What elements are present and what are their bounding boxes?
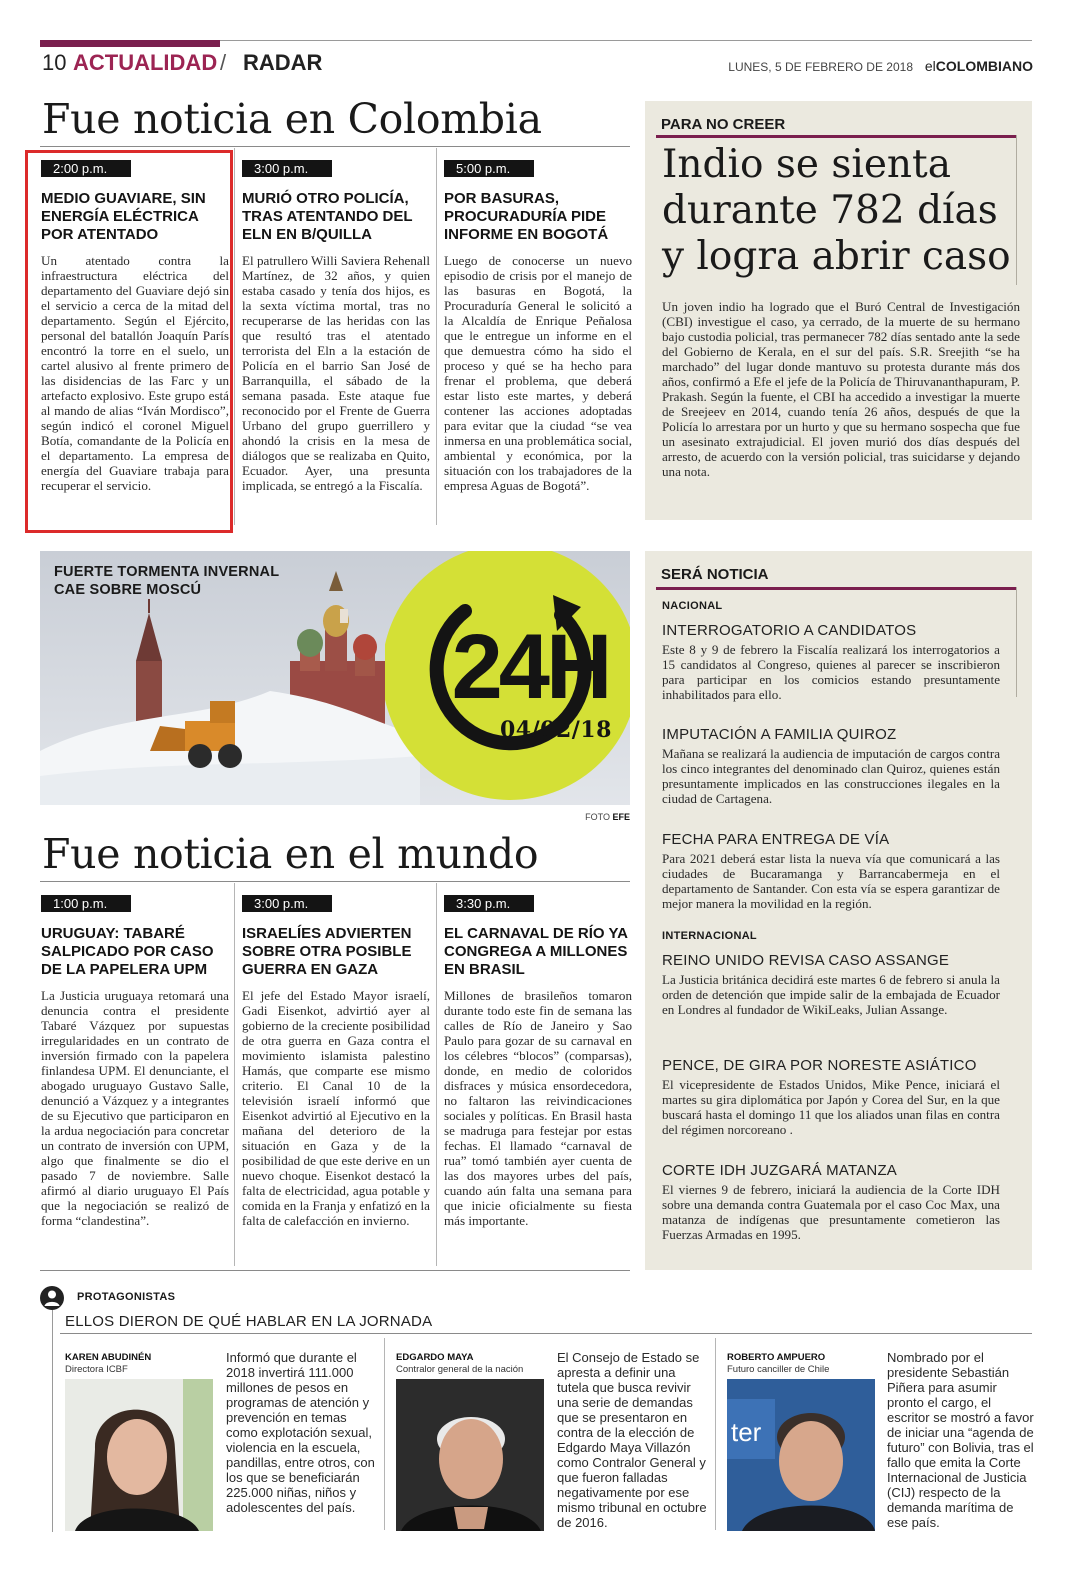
backdrop-text: ter bbox=[731, 1417, 762, 1447]
time-badge: 3:00 p.m. bbox=[242, 895, 332, 912]
brand-prefix: el bbox=[924, 58, 936, 74]
sera-noticia-item bbox=[662, 952, 1000, 1017]
para-no-creer-label: PARA NO CREER bbox=[661, 116, 786, 133]
nacional-label: NACIONAL bbox=[662, 600, 723, 612]
column-divider bbox=[715, 1338, 716, 1530]
protagonist-text: Informó que durante el 2018 invertirá 111.000 millones de pesos en programas de atención y prevención en temas como explotación sexual, violencia en la escuela, pandillas, entre otros, con los que se beneficiarán 225.000 niñas, niños y adolescentes del país. bbox=[226, 1350, 375, 1515]
item-body: Para 2021 deberá estar lista la nueva vía que comunicará a las ciudades de Bucaramanga y Barrancabermeja en el departamento de Santander. Con esta vía se espera garantizar de mejor manera la movilidad en la región. bbox=[662, 851, 1000, 911]
highlight-box bbox=[25, 150, 233, 533]
24h-badge-date: 04/02/18 bbox=[500, 717, 612, 743]
panel-accent-rule bbox=[656, 135, 1016, 138]
column-divider bbox=[234, 148, 235, 525]
mundo-item-1 bbox=[41, 895, 229, 1228]
photo-caption bbox=[54, 563, 279, 599]
item-headline: FECHA PARA ENTREGA DE VÍA bbox=[662, 831, 890, 848]
mundo-rule bbox=[40, 881, 630, 882]
protagonist-photo bbox=[396, 1379, 544, 1531]
issue-date: LUNES, 5 DE FEBRERO DE 2018 bbox=[728, 60, 913, 74]
news-body: Un atentado contra la infraestructura eléctrica del departamento del Guaviare dejó sin el servicio a cerca de la mitad del departamento. Según el Ejército, personal del batallón Joaquín París encontró la torre en el suelo, un cartel alusivo al frente primero de las disidencias de las Farc y un artefacto explosivo. Este grupo está al mando de alias “Iván Mordisco”, según indicó el coronel Miguel Botía, comandante de la Policía en el departamento. La empresa de energía del Guaviare trabaja para recuperar el servicio. bbox=[41, 253, 229, 493]
protagonist-name: KAREN ABUDINÉN bbox=[65, 1352, 152, 1363]
colombia-rule bbox=[40, 146, 630, 147]
protagonist-role: Futuro canciller de Chile bbox=[727, 1364, 830, 1375]
person-icon bbox=[40, 1286, 64, 1310]
item-body: El viernes 9 de febrero, iniciará la audiencia de la Corte IDH sobre una demanda contra Guatemala por el caso Coc Max, una matanza de indígenas que presuntamente cometieron las Fuerzas Armadas en 1995. bbox=[662, 1182, 1000, 1242]
news-body: Luego de conocerse un nuevo episodio de crisis por el manejo de las basuras en Bogotá, la Procuraduría General le solicitó a la Alcaldía de Enrique Peñalosa que le entregue un informe en el que demuestra cómo ha sido el proceso y qué se ha hecho para frenar el problema, que deberá estar listo este martes, y deberá contener las acciones adoptadas para evitar que la ciudad “se vea inmersa en una problemática social, ambiental y económica, por la situación con los trabajadores de la empresa Aguas de Bogotá”. bbox=[444, 253, 632, 493]
item-headline: PENCE, DE GIRA POR NORESTE ASIÁTICO bbox=[662, 1057, 977, 1074]
news-headline: URUGUAY: TABARÉ SALPICADO POR CASO DE LA PAPELERA UPM bbox=[41, 925, 214, 978]
protagonist-text: El Consejo de Estado se apresta a definir una tutela que busca revivir una serie de demandas que se presentaron en contra de la elección de Edgardo Maya Villazón como Contralor General y que fueron falladas negativamente por ese mismo tribunal en octubre de 2016. bbox=[557, 1350, 707, 1530]
column-divider bbox=[436, 148, 437, 525]
mundo-bottom-rule bbox=[40, 1270, 630, 1271]
time-badge: 5:00 p.m. bbox=[444, 160, 534, 177]
credit-name: EFE bbox=[612, 812, 630, 822]
time-badge: 3:00 p.m. bbox=[242, 160, 332, 177]
panel-accent-rule bbox=[656, 587, 1016, 590]
protagonist-name: ROBERTO AMPUERO bbox=[727, 1352, 826, 1363]
news-headline: MURIÓ OTRO POLICÍA, TRAS ATENTANDO DEL ELN EN B/QUILLA bbox=[242, 190, 413, 243]
item-headline: CORTE IDH JUZGARÁ MATANZA bbox=[662, 1162, 898, 1179]
protagonist-role: Directora ICBF bbox=[65, 1364, 128, 1375]
portrait-illustration bbox=[727, 1379, 875, 1531]
news-body: El patrullero Willi Saviera Rehenall Martínez, de 32 años, y quien estaba casado y tenía dos hijos, es la sexta víctima mortal, tras no recuperarse de las heridas con las que resultó tras el atentado terrorista del Eln a la estación de Policía en el barrio San José de Barranquilla, el sábado de la semana pasada. Este ataque fue reconocido por el Frente de Guerra Urbano del grupo guerrillero y ahondó la crisis en la mesa de diálogos que se realizaba en Quito, Ecuador. Ayer, una presunta implicada, se entregó a la Fiscalía. bbox=[242, 253, 430, 493]
protagonistas-rule bbox=[60, 1333, 1032, 1334]
protagonistas-label: PROTAGONISTAS bbox=[77, 1291, 176, 1303]
colombia-item-3 bbox=[444, 160, 632, 493]
brand-name: COLOMBIANO bbox=[935, 58, 1033, 74]
protagonist-photo bbox=[65, 1379, 213, 1531]
sera-noticia-item bbox=[662, 1162, 1000, 1242]
newspaper-brand bbox=[925, 58, 1033, 74]
portrait-illustration bbox=[396, 1379, 544, 1531]
item-body: Este 8 y 9 de febrero la Fiscalía realizará los interrogatorios a 15 candidatos al Congreso, quienes al parecer se inscribieron para participar en los comicios estando presuntamente inhabilitados para ello. bbox=[662, 642, 1000, 702]
news-body: Millones de brasileños tomaron durante todo este fin de semana las calles de Río de Janeiro y Sao Paulo para gozar de su carnaval en los célebres “blocos” (comparsas), donde, en medio de coloridos disfraces y música ensordecedora, no faltaron las reivindicaciones sociales y políticas. En Brasil hasta se madruga para festejar por estas fechas. El llamado “carnaval de rua” tomó también ayer cuenta de las dos mayores urbes del país, cuando aún falta una semana para que inicie oficialmente su fiesta más importante. bbox=[444, 988, 632, 1228]
news-headline: ISRAELÍES ADVIERTEN SOBRE OTRA POSIBLE GUERRA EN GAZA bbox=[242, 925, 412, 978]
protagonistas-side-rule bbox=[52, 1310, 53, 1532]
protagonistas-subtitle: ELLOS DIERON DE QUÉ HABLAR EN LA JORNADA bbox=[65, 1313, 433, 1330]
person-icon-glyph bbox=[40, 1286, 64, 1310]
news-headline: EL CARNAVAL DE RÍO YA CONGREGA A MILLONES EN BRASIL bbox=[444, 925, 628, 978]
credit-prefix: FOTO bbox=[585, 812, 610, 822]
column-divider bbox=[234, 883, 235, 1266]
24h-badge-text: 24H bbox=[451, 616, 609, 718]
item-body: El vicepresidente de Estados Unidos, Mike Pence, iniciará el martes su gira diplomática por Japón y Corea del Sur, en la que buscará hasta el domingo 11 que los aliados unan filas en contra del régimen norcoreano . bbox=[662, 1077, 1000, 1137]
photo-caption-line-2: CAE SOBRE MOSCÚ bbox=[54, 582, 202, 598]
para-no-creer-headline: Indio se sienta durante 782 días y logra abrir caso bbox=[662, 142, 1011, 279]
item-headline: REINO UNIDO REVISA CASO ASSANGE bbox=[662, 952, 950, 969]
sera-noticia-item bbox=[662, 831, 1000, 911]
sera-noticia-item bbox=[662, 726, 1000, 806]
item-headline: INTERROGATORIO A CANDIDATOS bbox=[662, 622, 917, 639]
mundo-item-3 bbox=[444, 895, 632, 1228]
sera-noticia-item bbox=[662, 1057, 1000, 1137]
time-badge: 3:30 p.m. bbox=[444, 895, 534, 912]
portrait-illustration bbox=[65, 1379, 213, 1531]
colombia-item-2 bbox=[242, 160, 430, 493]
colombia-title: Fue noticia en Colombia bbox=[42, 95, 542, 143]
column-divider bbox=[436, 883, 437, 1266]
news-body: La Justicia uruguaya retomará una denuncia contra el presidente Tabaré Vázquez por supuestas irregularidades en un contrato de inversión firmado con la papelera finlandesa UPM. El denunciante, el abogado uruguayo Gustavo Salle, denunció a Vázquez y a integrantes de su Ejecutivo que participaron en la ardua negociación para concretar un contrato de inversión con UPM, algo que finalmente se dio el pasado 7 de noviembre. Salle afirmó al diario uruguayo El País que la negociación se realizó de forma “clandestina”. bbox=[41, 988, 229, 1228]
subsection-name: RADAR bbox=[243, 50, 323, 75]
para-no-creer-body: Un joven indio ha logrado que el Buró Central de Investigación (CBI) investigue el caso, ya cerrado, de la muerte de su hermano bajo custodia policial, tras permanecer 782 días sentado ante la sede del Gobierno de Kerala, en el sur del país. S.R. Sreejith “se ha marchado” del lugar donde mantuvo su protesta durante más dos años, confirmó a Efe el jefe de la Policía de Thiruvananthapuram, P. Prakash. Según la fuente, el CBI ha accedido a investigar la muerte de Sreejeev en 2014, cuando tenía 26 años, después de que la Policía lo arrestara por un hurto y que su hermano sospecha que fue un asesinato extrajudicial. El joven murió dos días después del arresto, de acuerdo con la versión policial, tras suicidarse y dejando una nota. bbox=[662, 299, 1020, 479]
item-body: Mañana se realizará la audiencia de imputación de cargos contra los cinco integrantes del denominado clan Quiroz, quienes están presuntamente implicados en las construcciones ilegales en la ciudad de Cartagena. bbox=[662, 746, 1000, 806]
internacional-label: INTERNACIONAL bbox=[662, 930, 757, 942]
panel-side-rule bbox=[1016, 587, 1017, 697]
protagonist-photo bbox=[727, 1379, 875, 1531]
sera-noticia-item bbox=[662, 622, 1000, 702]
header-accent-bar bbox=[40, 40, 220, 47]
time-badge: 1:00 p.m. bbox=[41, 895, 131, 912]
mundo-item-2 bbox=[242, 895, 430, 1228]
photo-caption-line-1: FUERTE TORMENTA INVERNAL bbox=[54, 564, 280, 580]
protagonist-text: Nombrado por el presidente Sebastián Piñera para asumir pronto el cargo, el escritor se mostró a favor de iniciar una “agenda de futuro” con Bolivia, tras el fallo que emita la Corte Internacional de Justicia (CIJ) respecto de la demanda marítima de ese país. bbox=[887, 1350, 1034, 1530]
protagonist-role: Contralor general de la nación bbox=[396, 1364, 524, 1375]
column-divider bbox=[384, 1338, 385, 1530]
item-headline: IMPUTACIÓN A FAMILIA QUIROZ bbox=[662, 726, 897, 743]
protagonist-name: EDGARDO MAYA bbox=[396, 1352, 474, 1363]
mundo-title: Fue noticia en el mundo bbox=[42, 830, 539, 878]
moscow-snow-photo bbox=[40, 551, 630, 805]
time-badge: 2:00 p.m. bbox=[41, 160, 131, 177]
news-headline: POR BASURAS, PROCURADURÍA PIDE INFORME EN BOGOTÁ bbox=[444, 190, 609, 243]
page-number: 10 bbox=[42, 50, 67, 75]
photo-credit bbox=[585, 812, 630, 822]
news-headline: MEDIO GUAVIARE, SIN ENERGÍA ELÉCTRICA POR ATENTADO bbox=[41, 190, 206, 243]
sera-noticia-label: SERÁ NOTICIA bbox=[661, 566, 769, 583]
news-body: El jefe del Estado Mayor israelí, Gadi Eisenkot, advirtió ayer al gobierno de la creciente posibilidad de otra guerra en Gaza contra el movimiento islamista palestino Hamás, que comparte ese mismo criterio. El Canal 10 de la televisión israelí informó que Eisenkot advirtió al Ejecutivo en la mañana del deterioro de la situación en Gaza y de la posibilidad de que este derive en un nuevo choque. Eisenkot destacó la falta de electricidad, agua potable y comida en la Franja y enfatizó en la falta de calefacción en invierno. bbox=[242, 988, 430, 1228]
section-name: ACTUALIDAD bbox=[73, 50, 218, 75]
section-slash: / bbox=[220, 50, 227, 75]
item-body: La Justicia británica decidirá este martes 6 de febrero si anula la orden de detención que impide salir de la embajada de Ecuador en Londres al fundador de WikiLeaks, Julian Assange. bbox=[662, 972, 1000, 1017]
